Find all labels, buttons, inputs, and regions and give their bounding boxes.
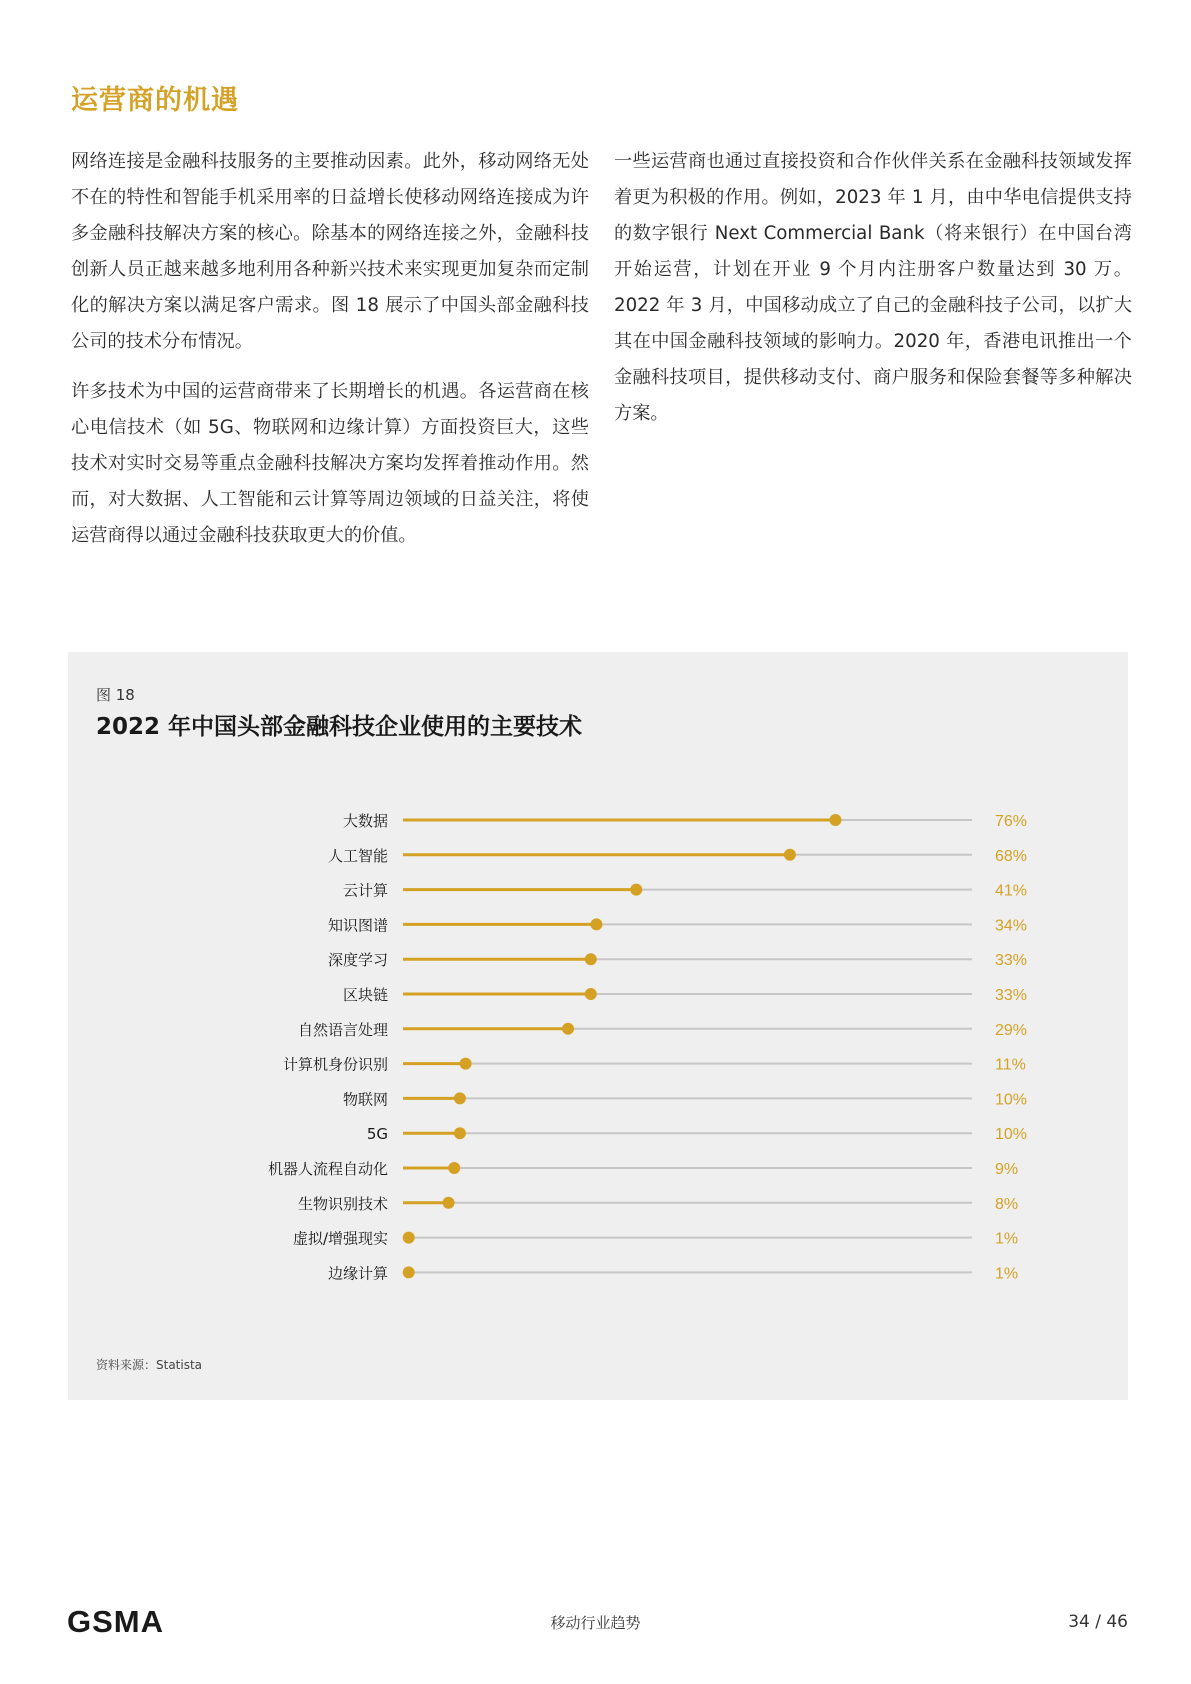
category-label: 知识图谱: [327, 916, 388, 935]
right-column: [614, 144, 1132, 446]
value-label: 10%: [995, 1126, 1028, 1144]
value-label: 41%: [995, 882, 1028, 900]
gsma-logo-text: GSMA: [67, 1604, 164, 1638]
value-label: 8%: [995, 1195, 1019, 1213]
value-label: 33%: [995, 987, 1028, 1004]
bar-dot: [448, 1162, 460, 1174]
value-label: 34%: [995, 917, 1028, 935]
category-label: 人工智能: [327, 846, 388, 865]
value-label: 29%: [995, 1021, 1028, 1039]
category-label: 物联网: [342, 1090, 388, 1109]
figure-source: 资料来源：Statista: [96, 1358, 203, 1372]
bar-dot: [403, 1232, 415, 1244]
left-column: [71, 144, 589, 568]
bar-dot: [585, 953, 597, 965]
bar-dot: [590, 918, 602, 930]
value-label: 9%: [995, 1161, 1019, 1178]
bar-dot: [562, 1023, 574, 1035]
value-label: 11%: [995, 1056, 1026, 1074]
bar-dot: [454, 1092, 466, 1104]
bar-dot: [829, 814, 841, 826]
category-label: 自然语言处理: [297, 1020, 388, 1039]
value-label: 1%: [995, 1265, 1019, 1283]
figure-panel: [68, 652, 1128, 1400]
category-label: 区块链: [342, 986, 388, 1004]
figure-title: 2022 年中国头部金融科技企业使用的主要技术: [96, 714, 583, 740]
bar-dot: [630, 884, 642, 896]
footer-title: 移动行业趋势: [550, 1614, 641, 1632]
figure-label: 图 18: [96, 686, 135, 704]
bar-dot: [784, 849, 796, 861]
value-label: 10%: [995, 1091, 1028, 1109]
bar-dot: [443, 1197, 455, 1209]
category-label: 生物识别技术: [297, 1194, 388, 1213]
category-label: 大数据: [342, 812, 388, 830]
bar-dot: [454, 1127, 466, 1139]
paragraph: 网络连接是金融科技服务的主要推动因素。此外，移动网络无处不在的特性和智能手机采用率的日益增长使移动网络连接成为许多金融科技解决方案的核心。除基本的网络连接之外，金融科技创新人员正越来越多地利用各种新兴技术来实现更加复杂而定制化的解决方案以满足客户需求。图 18 展示了中国头部金融科技公司的技术分布情况。: [71, 151, 589, 352]
category-label: 深度学习: [327, 951, 388, 970]
section-title: 运营商的机遇: [71, 85, 239, 116]
bar-dot: [585, 988, 597, 1000]
category-label: 5G: [366, 1125, 388, 1144]
category-label: 计算机身份识别: [282, 1055, 388, 1074]
paragraph: 许多技术为中国的运营商带来了长期增长的机遇。各运营商在核心电信技术（如 5G、物联网和边缘计算）方面投资巨大，这些技术对实时交易等重点金融科技解决方案均发挥着推动作用。然而，对大数据、人工智能和云计算等周边领域的日益关注，将使运营商得以通过金融科技获取更大的价值。: [71, 381, 589, 546]
category-label: 云计算: [342, 881, 388, 900]
bar-dot: [460, 1058, 472, 1070]
value-label: 76%: [995, 813, 1028, 830]
page-number: 34 / 46: [1068, 1612, 1128, 1632]
category-label: 机器人流程自动化: [267, 1160, 388, 1178]
paragraph: 一些运营商也通过直接投资和合作伙伴关系在金融科技领域发挥着更为积极的作用。例如，2023 年 1 月，由中华电信提供支持的数字银行 Next Commercial Bank（将来银行）在中国台湾开始运营，计划在开业 9 个月内注册客户数量达到 30 万。2022 年 3 月，中国移动成立了自己的金融科技子公司，以扩大其在中国金融科技领域的影响力。2020 年，香港电讯推出一个金融科技项目，提供移动支付、商户服务和保险套餐等多种解决方案。: [614, 151, 1132, 424]
bar-dot: [403, 1266, 415, 1278]
value-label: 1%: [995, 1230, 1019, 1248]
lollipop-chart: [68, 652, 1128, 1352]
category-label: 虚拟/增强现实: [292, 1229, 388, 1248]
category-label: 边缘计算: [327, 1264, 388, 1283]
value-label: 33%: [995, 952, 1028, 970]
value-label: 68%: [995, 847, 1028, 865]
